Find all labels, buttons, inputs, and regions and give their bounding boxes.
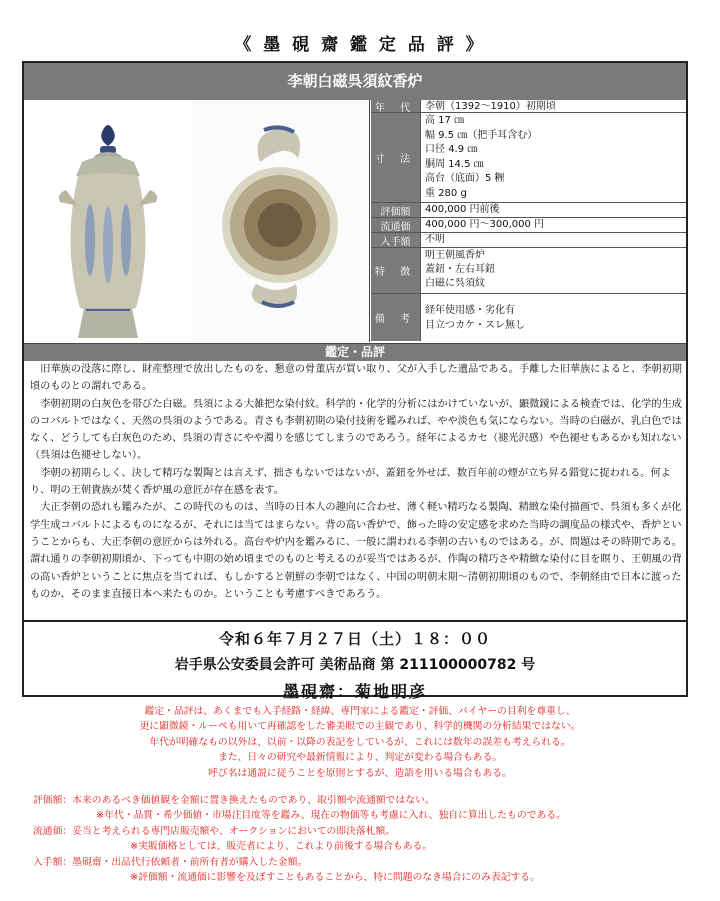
- definition-line: 流通価：妥当と考えられる専門店販売額や、オークションにおいての即決落札額。: [33, 825, 396, 837]
- definition-line: ※評価額・流通価に影響を及ぼすこともあることから、特に問題のなき場合にのみ表記する。: [130, 872, 540, 884]
- condition-label: 備 考: [371, 294, 421, 341]
- incense-burner-photos: [24, 100, 369, 342]
- spec-row-era: [371, 100, 686, 113]
- footer-date: 令和６年７月２７日（土）１８：００: [218, 630, 491, 648]
- features-values: [421, 248, 499, 293]
- feature-2: 蓋鈕・左右耳鈕: [425, 264, 495, 275]
- paragraph: 大正李朝の恐れも鑑みたが、この時代のものは、当時の日本人の趣向に合わせ、薄く軽い精巧なる製陶、精緻な染付描画で、呉須も多くが化学生成コバルトによるものになるが、それには当てはまらない。背の高い香炉で、飾った時の安定感を求めた当時の調度品の様式や、香炉ということからも、大正李朝の意匠からは外れる。高台や炉内を鑑みるに、一般に謂われる李朝の古いものではある。が、問題はその時期である。謂れ通りの李朝初期頃か、下っても中期の始め頃までのものと考えるのが妥当ではあるが、作陶の精巧さや精緻な染付に目を瞑り、王朝風の背の高い香炉ということに焦点を当てれば、もしかすると朝鮮の李朝ではなく、中国の明朝末期〜清朝初期頃のもので、李朝経由で日本に渡ったものか、そのまま直接日本へ来たものか。ということも考慮すべきであろう。: [30, 502, 682, 600]
- size-width: 幅 9.5 ㎝（把手耳含む）: [425, 129, 538, 141]
- spec-table: [371, 100, 686, 341]
- condition-2: 目立つカケ・スレ無し: [425, 319, 525, 331]
- footer-appraiser: 墨硯齋：菊地明彦: [282, 682, 427, 701]
- definition-line: ※実販価格としては、販売者により、これより前後する場合もある。: [130, 841, 433, 853]
- feature-1: 明王朝風香炉: [425, 250, 485, 261]
- appraisal-value: 400,000 円前後: [425, 204, 500, 215]
- definition-line: 入手額：墨硯齋・出品代行依頼者・前所有者が購入した金額。: [33, 856, 308, 868]
- footer: [24, 620, 686, 702]
- disclaimer-line: また、日々の研究や最新情報により、判定が変わる場合もある。: [217, 752, 503, 764]
- page-title: 《 墨 硯 齋 鑑 定 品 評 》: [234, 35, 486, 55]
- era-value: 李朝（1392〜1910）初期頃: [425, 101, 556, 112]
- spec-row-appraisal: [371, 203, 686, 218]
- disclaimer-line: 鑑定・品評は、あくまでも入手経路・経緯、専門家による鑑定・評価、バイヤーの目利を尊重し、: [144, 706, 576, 717]
- section-title: 鑑定・品評: [24, 343, 686, 361]
- spec-row-acquired: [371, 233, 686, 248]
- incense-burner-top-view: [192, 100, 369, 342]
- size-weight: 重 280 g: [425, 187, 467, 199]
- size-values: [421, 113, 541, 202]
- spec-row-market: [371, 218, 686, 233]
- condition-1: 経年使用感・劣化有: [425, 304, 515, 316]
- size-girth: 胴周 14.5 ㎝: [425, 158, 484, 170]
- appraisal-label: 評価額: [371, 203, 421, 217]
- feature-3: 白磁に呉須紋: [425, 278, 485, 289]
- acquired-label: 入手額: [371, 233, 421, 247]
- size-base: 高台（底面）5 糎: [425, 173, 505, 184]
- appraisal-frame: [22, 61, 688, 701]
- market-value: 400,000 円〜300,000 円: [425, 219, 545, 230]
- market-label: 流通価: [371, 218, 421, 232]
- size-label: 寸 法: [371, 113, 421, 202]
- disclaimer-line: 呼び名は通説に従うことを原則とするが、造語を用いる場合もある。: [208, 767, 512, 779]
- incense-burner-side-view: [59, 125, 157, 338]
- item-name: 李朝白磁呉須紋香炉: [24, 63, 686, 100]
- disclaimer-line: 更に顕微鏡・ルーペも用いて再確認をした審美眼での主観であり、科学的機関の分析結果ではない。: [139, 721, 581, 733]
- paragraph: 李朝の初期らしく、決して精巧な製陶とは言えず、拙さもないではないが、蓋鈕を外せば、数百年前の煙が立ち昇る錯覚に捉われる。何より、明の王朝貴族が焚く香炉風の意匠が存在感を表す。: [30, 467, 671, 497]
- disclaimer-line: 年代が明確なもの以外は、以前・以降の表記をしているが、これには数年の誤差も考えられる。: [149, 736, 571, 748]
- spec-row-size: [371, 113, 686, 203]
- spec-row-condition: [371, 294, 686, 341]
- paragraph: 旧華族の没落に際し、財産整理で放出したものを、懇意の骨董店が買い取り、父が入手した遺品である。手離した旧華族によると、李朝初期頃のものとの謂れである。: [30, 364, 682, 393]
- photo-area: [24, 100, 370, 342]
- features-label: 特 徴: [371, 248, 421, 293]
- appraisal-text: [30, 361, 682, 603]
- spec-row-features: [371, 248, 686, 294]
- size-height: 高 17 ㎝: [425, 115, 465, 126]
- paragraph: 李朝初期の白灰色を帯びた白磁。呉須による大雑把な染付紋。科学的・化学的分析にはかけていないが、顕微鏡による検査では、化学的生成のコバルトではなく、天然の呉須のようである。青さも李朝初期の染付技術を鑑みれば、やや淡色も気にならない。当時の白磁が、乳白色ではなく、どうしても白灰色のため、呉須の青さにやや濁りを感じてしまうのであろう。経年によるカセ（褪光沢感）や色褪せもあるかも知れない（呉須は色褪せしない）。: [30, 398, 682, 462]
- definition-line: ※年代・品質・希少価値・市場注目度等を鑑み、現在の物価等も考慮に入れ、独自に算出したものである。: [96, 810, 566, 822]
- size-mouth: 口径 4.9 ㎝: [425, 144, 478, 155]
- acquired-value: 不明: [425, 234, 445, 245]
- definition-line: 評価額：本来のあるべき価値観を金額に置き換えたものであり、取引額や流通額ではない。: [33, 795, 435, 807]
- condition-values: [421, 302, 529, 334]
- footer-license: 岩手県公安委員会許可 美術品商 第 211100000782 号: [174, 657, 536, 673]
- notes: [0, 704, 720, 885]
- era-label: 年 代: [371, 100, 421, 112]
